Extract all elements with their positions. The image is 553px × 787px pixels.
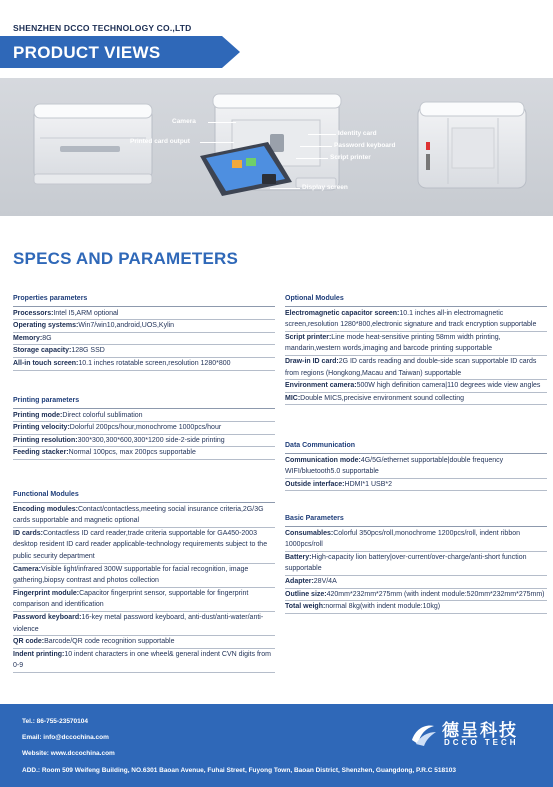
company-logo (408, 716, 528, 752)
spec-item (13, 588, 275, 612)
spec-value: 8G (42, 334, 52, 342)
spec-key: Printing velocity: (13, 424, 70, 432)
spec-item (13, 422, 275, 435)
spec-key: Environment camera: (285, 382, 357, 390)
footer-tel: Tel.: 86-755-23570104 (22, 718, 89, 725)
spec-key: Printing mode: (13, 411, 63, 419)
spec-value: Dolorful 200pcs/hour,monochrome 1000pcs/hour (69, 424, 222, 432)
spec-value: 300*300,300*600,300*1200 side-2-side printing (77, 436, 225, 444)
section-optional (285, 293, 547, 405)
footer (0, 704, 553, 787)
spec-item (13, 649, 275, 673)
label-display-screen: Display screen (302, 184, 348, 191)
spec-value: Intel I5,ARM optional (53, 309, 119, 317)
spec-key: Total weigh: (285, 603, 326, 611)
spec-item (285, 308, 547, 332)
spec-value: Line mode heat-sensitive printing 58mm width printing, mandarin,western words,imaging and barcode printing supportable (285, 333, 501, 353)
spec-value: Win7/win10,android,UOS,Kylin (78, 322, 175, 330)
spec-key: Battery: (285, 553, 312, 561)
spec-value: Colorful 350pcs/roll,monochrome 1200pcs/roll, indent ribbon 1000pcs/roll (285, 529, 521, 549)
spec-item (13, 345, 275, 358)
spec-key: All-in touch screen: (13, 359, 79, 367)
company-name: SHENZHEN DCCO TECHNOLOGY CO.,LTD (13, 23, 192, 33)
spec-value: Capacitor fingerprint sensor, supportable for fingerprint comparison and identification (13, 589, 249, 609)
label-camera: Camera (172, 118, 196, 125)
spec-value: 500W high definition camera|110 degrees wide view angles (356, 382, 541, 390)
spec-key: ID cards: (13, 529, 43, 537)
spec-key: Encoding modules: (13, 505, 78, 513)
section-data-communication (285, 440, 547, 491)
spec-value: 128G SSD (71, 347, 105, 355)
spec-item (285, 576, 547, 589)
spec-value: Normal 100pcs, max 200pcs supportable (68, 449, 196, 457)
spec-value: Double MICS,precisive environment sound collecting (300, 394, 464, 402)
spec-item (285, 393, 547, 406)
spec-key: Consumables: (285, 529, 334, 537)
spec-item (285, 356, 547, 380)
section-title: Data Communication (285, 440, 547, 454)
spec-value: 28V/4A (313, 577, 337, 585)
spec-value: High-capacity lion battery|over-current/over-charge/anti-short function supportable (285, 553, 527, 573)
logo-english: DCCO TECH (444, 738, 519, 747)
spec-item (285, 589, 547, 602)
spec-value: Direct colorful sublimation (62, 411, 143, 419)
spec-item (13, 333, 275, 346)
spec-item (285, 455, 547, 479)
spec-value: 16-key metal password keyboard, anti-dust/anti-water/anti-violence (13, 613, 264, 633)
spec-item (13, 447, 275, 460)
spec-key: Feeding stacker: (13, 449, 69, 457)
spec-key: Draw-in ID card: (285, 357, 339, 365)
spec-item (285, 479, 547, 492)
spec-key: Electromagnetic capacitor screen: (285, 309, 400, 317)
spec-key: MIC: (285, 394, 301, 402)
spec-value: Contact/contactless,meeting social insurance criteria,2G/3G cards supportable and magnetic optional (13, 505, 264, 525)
footer-website[interactable]: Website: www.dccochina.com (22, 750, 115, 757)
spec-key: QR code: (13, 638, 45, 646)
spec-item (13, 612, 275, 636)
label-password-keyboard: Password keyboard (334, 142, 396, 149)
spec-key: Communication mode: (285, 456, 361, 464)
spec-item (13, 320, 275, 333)
spec-item (13, 308, 275, 321)
section-properties (13, 293, 275, 371)
spec-key: Indent printing: (13, 650, 65, 658)
spec-value: Visible light/infrared 300W supportable for facial recognition, image gathering,biopsy contrast and photos collection (13, 565, 249, 585)
spec-item (13, 410, 275, 423)
spec-value: 10 indent characters in one wheel& general indent CVN digits from 0-9 (13, 650, 271, 670)
left-column (13, 0, 275, 787)
spec-value: Barcode/QR code recognition supportable (44, 638, 175, 646)
banner-title: PRODUCT VIEWS (13, 43, 161, 62)
logo-mark-icon (408, 718, 438, 748)
section-title: Functional Modules (13, 489, 275, 503)
spec-value: normal 8kg(with indent module:10kg) (325, 603, 441, 611)
spec-key: Storage capacity: (13, 347, 72, 355)
footer-address: ADD.: Room 509 Weifeng Building, NO.6301 Baoan Avenue, Fuhai Street, Fuyong Town, Baoan District, Shenzhen, Guangdong, P.R.C 518103 (22, 767, 457, 774)
spec-item (13, 528, 275, 564)
spec-item (13, 358, 275, 371)
spec-value: Contactless ID card reader,trade criteria supportable for GA450-2003 desktop resident ID card reader applicable-technology requirements subject to the public security department (13, 529, 268, 560)
spec-key: Adapter: (285, 577, 314, 585)
section-functional (13, 489, 275, 673)
spec-key: Operating systems: (13, 322, 79, 330)
right-column (285, 0, 547, 787)
section-title: Optional Modules (285, 293, 547, 307)
spec-value: 420mm*232mm*275mm (with indent module:520mm*232mm*275mm) (326, 590, 545, 598)
section-basic (285, 513, 547, 614)
spec-item (285, 332, 547, 356)
spec-value: 10.1 inches all-in electromagnetic screen,resolution 1280*800,electronic signature and track encryption supportable (285, 309, 537, 329)
spec-item (13, 564, 275, 588)
spec-item (13, 504, 275, 528)
spec-key: Camera: (13, 565, 42, 573)
spec-item (285, 528, 547, 552)
footer-email[interactable]: Email: info@dccochina.com (22, 734, 109, 741)
label-script-printer: Script printer (330, 154, 371, 161)
spec-item (13, 435, 275, 448)
spec-key: Password keyboard: (13, 613, 82, 621)
spec-key: Printing resolution: (13, 436, 78, 444)
spec-item (13, 636, 275, 649)
specs-title: SPECS AND PARAMETERS (13, 249, 239, 268)
label-printed-card-output: Printed card output (130, 138, 190, 145)
spec-key: Fingerprint module: (13, 589, 80, 597)
spec-item (285, 601, 547, 614)
section-title: Printing parameters (13, 395, 275, 409)
spec-key: Script printer: (285, 333, 332, 341)
section-title: Properties parameters (13, 293, 275, 307)
section-printing (13, 395, 275, 460)
spec-value: 2G ID cards reading and double-side scan supportable ID cards from regions (Hongkong,Macau and Taiwan) supportable (285, 357, 537, 377)
spec-key: Processors: (13, 309, 54, 317)
logo-chinese: 德呈科技 (442, 721, 518, 740)
spec-item (285, 380, 547, 393)
section-title: Basic Parameters (285, 513, 547, 527)
spec-key: Outline size: (285, 590, 327, 598)
spec-key: Outside interface: (285, 480, 345, 488)
spec-item (285, 552, 547, 576)
spec-key: Memory: (13, 334, 43, 342)
spec-value: 4G/5G/ethernet supportable|double frequency WIFI/bluetooth5.0 supportable (285, 456, 504, 476)
spec-value: HDMI*1 USB*2 (344, 480, 392, 488)
spec-value: 10.1 inches rotatable screen,resolution 1280*800 (78, 359, 231, 367)
label-identity-card: Identity card (338, 130, 377, 137)
